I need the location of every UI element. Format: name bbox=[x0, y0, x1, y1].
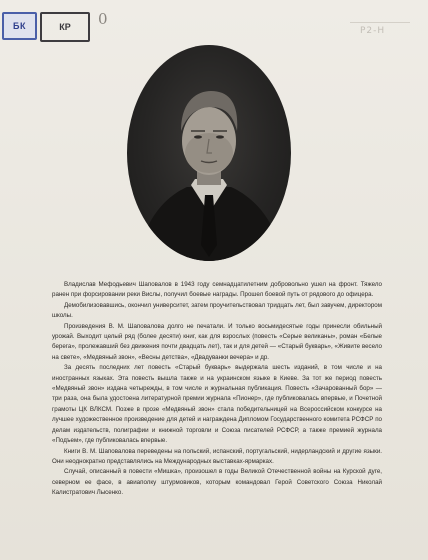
oval-portrait-photo bbox=[127, 45, 291, 261]
biography-text bbox=[52, 280, 382, 499]
bio-paragraph-3: Произведения В. М. Шаповалова долго не печатали. И только восьмидесятые годы принесли обильный урожай. Выходит целый ряд (более десяти) книг, как для взрослых (повесть «Серые великаны», роман «Белые берега», пролежавший без движения почти двадцать лет), так и для детей — «Старый букварь», «Живите весело на свете», «Медвяный звон», «Весны детства», «Двадуванки вечера» и др. bbox=[52, 322, 382, 361]
bio-paragraph-6: Случай, описанный в повести «Мишка», произошел в годы Великой Отечественной войны на Курской дуге, северном ее фасе, в авиаполку штурмовиков, которым командовал Герой Советского Союза Николай Калистратович Лысенко. bbox=[52, 468, 382, 497]
kp-stamp-label: КР bbox=[59, 22, 71, 32]
pencil-line bbox=[350, 22, 410, 23]
portrait-figure bbox=[127, 45, 291, 261]
bio-paragraph-4: За десять последних лет повесть «Старый букварь» выдержала шесть изданий, в том числе и на иностранных языках. Эта повесть вышла также и на украинском языке в Киеве. За тот же период повесть «Медвяный звон» издана четырежды, в том числе и журнальная публикация. Повесть «Зачарованный бор» — три раза, она была удостоена литературной премии журнала «Пионер», где публиковалась впервые, и Почетной грамоты ЦК ВЛКСМ. Позже в прозе «Медвяный звон» стала победительницей на Всероссийском конкурсе на лучшее художественное произведение для детей и награждена Дипломом Государственного комитета РСФСР по делам издательств, полиграфии и книжной торговли и Союза писателей РСФСР, а также премией журнала «Подъем», где публиковалась впервые. bbox=[52, 364, 382, 445]
library-stamp-code: БК bbox=[13, 21, 26, 31]
bio-paragraph-1: Владислав Мефодьевич Шаповалов в 1943 году семнадцатилетним добровольно ушел на фронт. Тяжело ранен при форсировании реки Вислы, получил боевые награды. Прошел боевой путь от рядового до офицера. bbox=[52, 281, 382, 299]
handwritten-mark: 0 bbox=[98, 10, 108, 28]
library-stamp bbox=[2, 12, 37, 40]
pencil-note: Р2-Н bbox=[360, 26, 386, 36]
bio-paragraph-2: Демобилизовавшись, окончил университет, затем проучительствовал тридцать лет, был завучем, директором школы. bbox=[52, 301, 382, 320]
bio-paragraph-5: Книги В. М. Шаповалова переведены на польский, испанский, португальский, нидерландский и другие языки. Они неоднократно представлялись на Международных выставках-ярмарках. bbox=[52, 447, 382, 465]
kp-stamp bbox=[40, 12, 90, 42]
